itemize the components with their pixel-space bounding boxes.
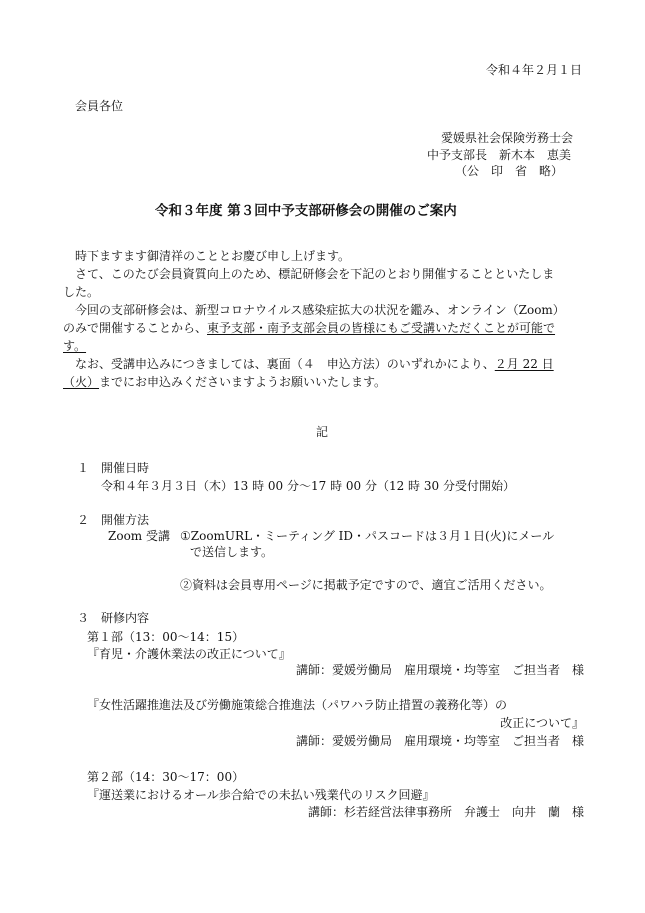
- section-2-mode: Zoom 受講: [108, 529, 170, 543]
- purpose-paragraph-line1: さて、このたび会員資質向上のため、標記研修会を下記のとおり開催することといたしま: [75, 267, 555, 281]
- section-2-item-1-line1: ①ZoomURL・ミーティング ID・パスコードは３月１日(火)にメール: [180, 529, 555, 543]
- part-2-lecturer: 講師：杉若経営法律事務所 弁護士 向井 蘭 様: [307, 805, 584, 819]
- application-paragraph-line2: [63, 374, 386, 390]
- part-1-topic-1: 『育児・介護休業法の改正について』: [87, 647, 291, 661]
- part-2-heading: 第２部（14：30～17：00）: [87, 770, 245, 784]
- part-1-lecturer-1: 講師：愛媛労働局 雇用環境・均等室 ご担当者 様: [295, 663, 584, 677]
- online-paragraph-line3: す。: [63, 339, 87, 353]
- sender-organization: 愛媛県社会保険労務士会: [441, 131, 574, 145]
- online-paragraph-line1: 今回の支部研修会は、新型コロナウイルス感染症拡大の状況を鑑み、オンライン（Zoom）: [75, 303, 565, 317]
- application-deadline-weekday: （火）: [63, 375, 100, 389]
- purpose-paragraph-line2: した。: [63, 285, 100, 299]
- application-deadline-date: ２月 22 日: [494, 357, 554, 371]
- section-1-heading: １ 開催日時: [77, 461, 150, 475]
- online-paragraph-text: のみで開催することから、: [63, 321, 208, 335]
- sender-name: 中予支部長 新木本 恵美: [427, 148, 572, 162]
- section-2-item-2: ②資料は会員専用ページに掲載予定ですので、適宜ご活用ください。: [180, 578, 552, 592]
- online-paragraph-line2: [63, 320, 555, 336]
- section-3-heading: ３ 研修内容: [77, 611, 150, 625]
- addressee: 会員各位: [75, 99, 124, 113]
- online-paragraph-emphasis: 東予支部・南予支部会員の皆様にもご受講いただくことが可能で: [207, 321, 556, 335]
- seal-omitted-note: （公 印 省 略）: [455, 164, 564, 178]
- document-date: 令和４年２月１日: [486, 63, 583, 77]
- part-1-lecturer-2: 講師：愛媛労働局 雇用環境・均等室 ご担当者 様: [295, 734, 584, 748]
- application-paragraph-tail: までにお申込みくださいますようお願いいたします。: [99, 375, 387, 389]
- section-2-item-1-line2: で送信します。: [190, 545, 274, 559]
- part-1-topic-2-line1: 『女性活躍推進法及び労働施策総合推進法（パワハラ防止措置の義務化等）の: [87, 698, 508, 712]
- application-paragraph-text: なお、受講申込みにつきましては、裏面（４ 申込方法）のいずれかにより、: [75, 357, 495, 371]
- ki-marker: 記: [316, 425, 329, 439]
- section-1-datetime: 令和４年３月３日（木）13 時 00 分～17 時 00 分（12 時 30 分受付開始）: [101, 479, 515, 493]
- part-1-topic-2-line2: 改正について』: [500, 716, 584, 730]
- part-2-topic: 『運送業におけるオール歩合給での未払い残業代のリスク回避』: [87, 788, 435, 802]
- greeting-paragraph: 時下ますます御清祥のこととお慶び申し上げます。: [75, 249, 351, 263]
- application-paragraph-line1: [75, 356, 554, 372]
- part-1-heading: 第１部（13：00～14：15）: [87, 630, 245, 644]
- page-title: 令和３年度 第３回中予支部研修会の開催のご案内: [155, 203, 457, 219]
- section-2-heading: ２ 開催方法: [77, 513, 150, 527]
